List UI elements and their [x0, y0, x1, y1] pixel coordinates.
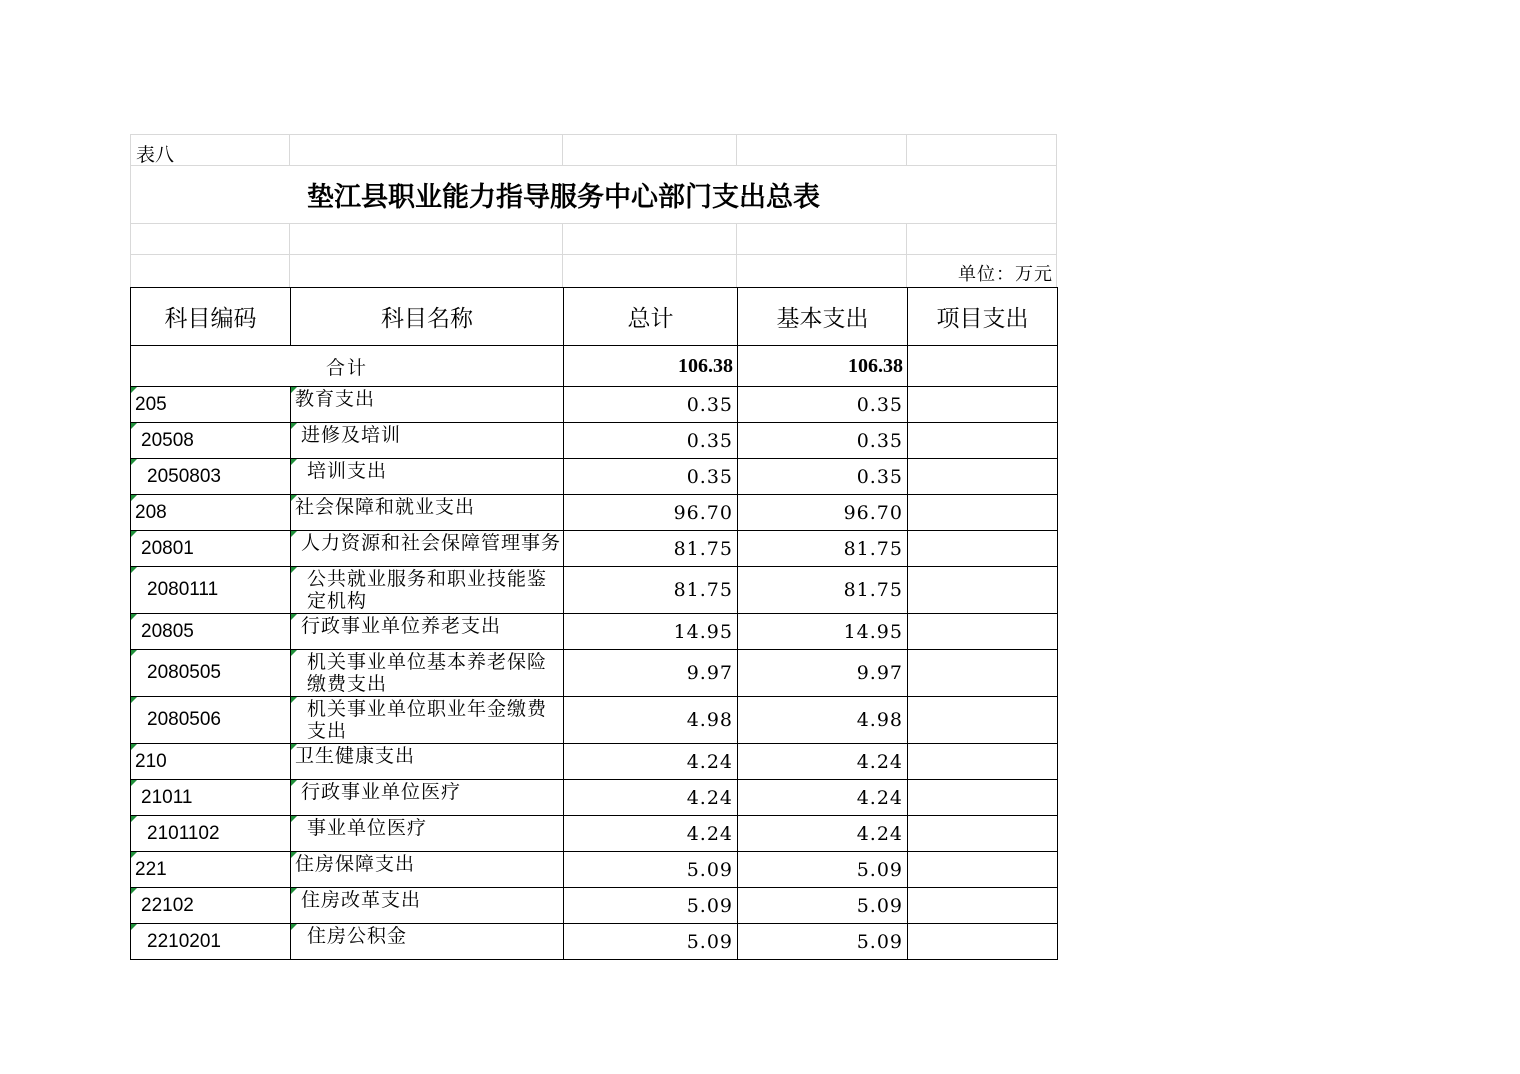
row-name-text: 培训支出: [307, 460, 388, 482]
empty-row: [130, 223, 1057, 254]
grid-cell[interactable]: [130, 255, 290, 287]
row-project[interactable]: [908, 567, 1058, 614]
grid-cell[interactable]: [563, 135, 737, 165]
row-name[interactable]: [291, 459, 564, 495]
row-basic[interactable]: 96.70: [738, 495, 908, 531]
row-project[interactable]: [908, 650, 1058, 697]
row-name[interactable]: [291, 888, 564, 924]
row-total[interactable]: 5.09: [564, 852, 738, 888]
total-row: [131, 346, 1058, 387]
row-name-text: 住房改革支出: [301, 889, 422, 911]
row-name-text: 事业单位医疗: [307, 817, 428, 839]
table-row: [131, 697, 1058, 744]
row-code[interactable]: 2080506: [131, 697, 291, 744]
sheet-label: 表八: [136, 144, 175, 166]
row-basic[interactable]: 4.24: [738, 780, 908, 816]
page-title: 垫江县职业能力指导服务中心部门支出总表: [307, 182, 820, 213]
table-row: [131, 744, 1058, 780]
table-row: [131, 495, 1058, 531]
row-name-text: 进修及培训: [301, 424, 402, 446]
row-name[interactable]: [291, 650, 564, 697]
row-total[interactable]: 14.95: [564, 614, 738, 650]
row-name[interactable]: [291, 614, 564, 650]
row-total[interactable]: 81.75: [564, 531, 738, 567]
row-total[interactable]: 4.24: [564, 744, 738, 780]
row-code[interactable]: 2101102: [131, 816, 291, 852]
grid-cell[interactable]: [737, 224, 907, 254]
row-project[interactable]: [908, 495, 1058, 531]
row-name[interactable]: [291, 495, 564, 531]
row-project[interactable]: [908, 924, 1058, 960]
row-name-text: 卫生健康支出: [295, 745, 416, 767]
table-header-row: [131, 288, 1058, 346]
row-total[interactable]: 0.35: [564, 423, 738, 459]
row-basic[interactable]: 5.09: [738, 888, 908, 924]
total-basic[interactable]: 106.38: [738, 346, 908, 387]
row-name[interactable]: [291, 852, 564, 888]
row-name-text: 住房保障支出: [295, 853, 416, 875]
row-total[interactable]: 96.70: [564, 495, 738, 531]
row-code[interactable]: 22102: [131, 888, 291, 924]
grid-cell[interactable]: [290, 135, 563, 165]
row-project[interactable]: [908, 423, 1058, 459]
header-name[interactable]: 科目名称: [291, 288, 564, 346]
table-row: [131, 816, 1058, 852]
row-project[interactable]: [908, 531, 1058, 567]
row-name-text: 行政事业单位医疗: [301, 781, 462, 803]
unit-label: 单位：万元: [958, 264, 1053, 285]
row-code[interactable]: 20508: [131, 423, 291, 459]
row-basic[interactable]: 0.35: [738, 459, 908, 495]
row-name-text: 住房公积金: [307, 925, 408, 947]
unit-row: [130, 254, 1057, 287]
table-row: [131, 650, 1058, 697]
grid-cell[interactable]: [907, 135, 1057, 165]
row-code[interactable]: 2080505: [131, 650, 291, 697]
row-project[interactable]: [908, 852, 1058, 888]
table-row: [131, 531, 1058, 567]
row-project[interactable]: [908, 614, 1058, 650]
row-basic[interactable]: 0.35: [738, 387, 908, 423]
row-name[interactable]: [291, 924, 564, 960]
row-name[interactable]: [291, 423, 564, 459]
spreadsheet: [130, 134, 1057, 960]
row-project[interactable]: [908, 888, 1058, 924]
row-name[interactable]: [291, 744, 564, 780]
grid-cell[interactable]: [563, 255, 737, 287]
table-row: [131, 567, 1058, 614]
header-project[interactable]: 项目支出: [908, 288, 1058, 346]
row-project[interactable]: [908, 697, 1058, 744]
grid-cell[interactable]: [737, 255, 907, 287]
row-name-text: 机关事业单位职业年金缴费支出: [307, 698, 548, 742]
row-name-text: 机关事业单位基本养老保险缴费支出: [307, 651, 548, 695]
total-label[interactable]: 合计: [131, 346, 564, 387]
row-total[interactable]: 4.98: [564, 697, 738, 744]
row-code[interactable]: 21011: [131, 780, 291, 816]
row-basic[interactable]: 5.09: [738, 924, 908, 960]
row-project[interactable]: [908, 816, 1058, 852]
row-code[interactable]: 210: [131, 744, 291, 780]
row-total[interactable]: 0.35: [564, 387, 738, 423]
label-row: [130, 134, 1057, 165]
row-basic[interactable]: 81.75: [738, 531, 908, 567]
row-name-text: 行政事业单位养老支出: [301, 615, 502, 637]
row-name[interactable]: [291, 387, 564, 423]
row-code[interactable]: 2050803: [131, 459, 291, 495]
expenditure-table: [130, 287, 1058, 960]
grid-cell[interactable]: [563, 224, 737, 254]
row-total[interactable]: 81.75: [564, 567, 738, 614]
row-total[interactable]: 5.09: [564, 924, 738, 960]
grid-cell[interactable]: [290, 255, 563, 287]
row-project[interactable]: [908, 780, 1058, 816]
table-row: [131, 423, 1058, 459]
row-basic[interactable]: 81.75: [738, 567, 908, 614]
row-name-text: 社会保障和就业支出: [295, 496, 476, 518]
row-total[interactable]: 0.35: [564, 459, 738, 495]
grid-cell[interactable]: [907, 224, 1057, 254]
row-basic[interactable]: 4.24: [738, 816, 908, 852]
grid-cell[interactable]: [737, 135, 907, 165]
row-code[interactable]: 221: [131, 852, 291, 888]
row-basic[interactable]: 14.95: [738, 614, 908, 650]
row-total[interactable]: 4.24: [564, 780, 738, 816]
row-basic[interactable]: 9.97: [738, 650, 908, 697]
row-code[interactable]: 208: [131, 495, 291, 531]
row-code[interactable]: 2080111: [131, 567, 291, 614]
row-code[interactable]: 205: [131, 387, 291, 423]
table-row: [131, 387, 1058, 423]
total-project[interactable]: [908, 346, 1058, 387]
row-name[interactable]: [291, 780, 564, 816]
row-total[interactable]: 5.09: [564, 888, 738, 924]
grid-cell[interactable]: [130, 224, 290, 254]
row-basic[interactable]: 4.98: [738, 697, 908, 744]
row-project[interactable]: [908, 459, 1058, 495]
header-basic[interactable]: 基本支出: [738, 288, 908, 346]
row-name-text: 公共就业服务和职业技能鉴定机构: [307, 568, 548, 612]
row-name-text: 人力资源和社会保障管理事务: [301, 532, 562, 554]
row-name[interactable]: [291, 531, 564, 567]
row-basic[interactable]: 5.09: [738, 852, 908, 888]
row-code[interactable]: 20801: [131, 531, 291, 567]
row-total[interactable]: 9.97: [564, 650, 738, 697]
header-code[interactable]: 科目编码: [131, 288, 291, 346]
table-row: [131, 924, 1058, 960]
total-total[interactable]: 106.38: [564, 346, 738, 387]
row-project[interactable]: [908, 387, 1058, 423]
row-basic[interactable]: 4.24: [738, 744, 908, 780]
row-project[interactable]: [908, 744, 1058, 780]
table-row: [131, 888, 1058, 924]
table-row: [131, 852, 1058, 888]
table-row: [131, 780, 1058, 816]
table-row: [131, 459, 1058, 495]
row-name[interactable]: [291, 567, 564, 614]
row-code[interactable]: 2210201: [131, 924, 291, 960]
row-basic[interactable]: 0.35: [738, 423, 908, 459]
grid-cell[interactable]: [290, 224, 563, 254]
table-row: [131, 614, 1058, 650]
row-code[interactable]: 20805: [131, 614, 291, 650]
row-name[interactable]: [291, 816, 564, 852]
row-name[interactable]: [291, 697, 564, 744]
title-row: [130, 165, 1057, 223]
row-total[interactable]: 4.24: [564, 816, 738, 852]
row-name-text: 教育支出: [295, 388, 376, 410]
header-total[interactable]: 总计: [564, 288, 738, 346]
